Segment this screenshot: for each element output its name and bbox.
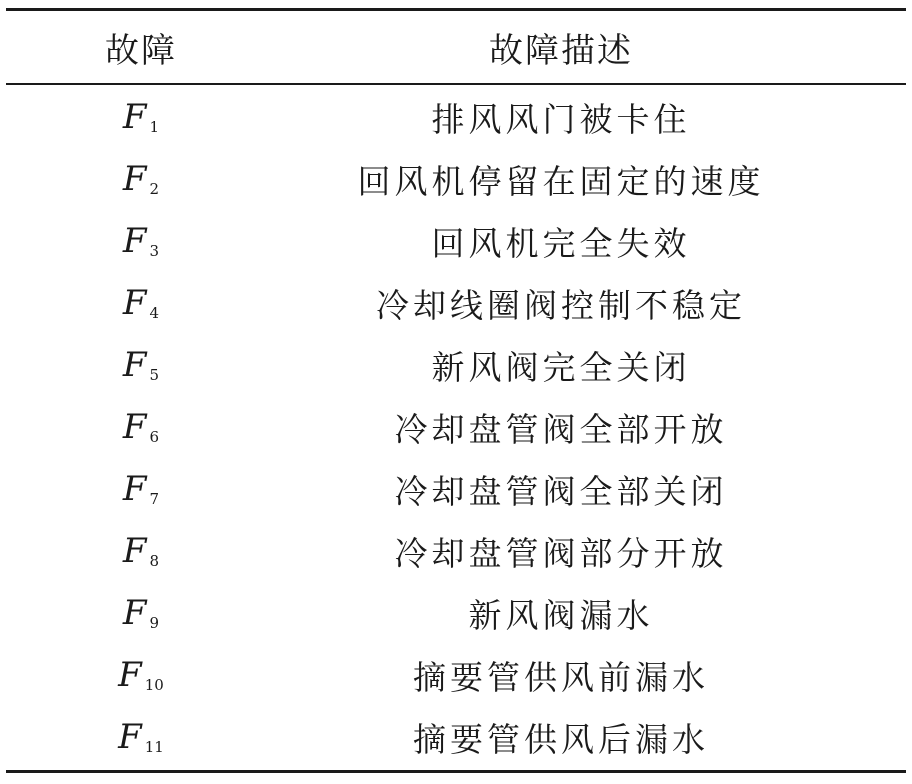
fault-index: 9	[149, 614, 160, 632]
fault-symbol-cell	[6, 655, 276, 695]
table-header-row	[6, 12, 906, 82]
fault-symbol: F	[118, 717, 142, 757]
fault-symbol: F	[122, 221, 147, 261]
fault-description: 冷却盘管阀全部开放	[394, 409, 728, 449]
fault-table	[6, 0, 906, 784]
fault-symbol: F	[122, 531, 147, 571]
fault-symbol: F	[122, 469, 147, 509]
table-top-rule	[6, 8, 906, 11]
fault-symbol-cell	[6, 283, 276, 323]
table-row	[6, 644, 906, 706]
fault-symbol-cell	[6, 97, 276, 137]
fault-index: 2	[149, 180, 160, 198]
fault-symbol-cell	[6, 407, 276, 447]
table-header-rule	[6, 83, 906, 85]
fault-index: 7	[149, 490, 160, 508]
fault-symbol-cell	[6, 469, 276, 509]
fault-symbol: F	[122, 159, 147, 199]
fault-symbol-cell	[6, 159, 276, 199]
fault-symbol: F	[122, 407, 147, 447]
fault-description: 回风机停留在固定的速度	[357, 161, 765, 201]
fault-description: 冷却线圈阀控制不稳定	[376, 285, 746, 325]
fault-symbol: F	[122, 283, 147, 323]
table-row	[6, 582, 906, 644]
fault-index: 4	[149, 304, 160, 322]
table-row	[6, 520, 906, 582]
fault-symbol-cell	[6, 345, 276, 385]
fault-description: 新风阀漏水	[468, 595, 654, 635]
fault-index: 3	[149, 242, 160, 260]
fault-symbol-cell	[6, 221, 276, 261]
table-row	[6, 86, 906, 148]
header-fault: 故障	[105, 30, 177, 71]
table-row	[6, 272, 906, 334]
fault-description: 新风阀完全关闭	[431, 347, 691, 387]
table-row	[6, 334, 906, 396]
header-description: 故障描述	[489, 30, 633, 71]
fault-symbol: F	[122, 97, 147, 137]
table-row	[6, 210, 906, 272]
table-row	[6, 396, 906, 458]
table-row	[6, 706, 906, 768]
fault-index: 11	[144, 738, 164, 756]
fault-index: 10	[144, 676, 164, 694]
fault-description: 排风风门被卡住	[431, 99, 691, 139]
fault-symbol-cell	[6, 531, 276, 571]
table-row	[6, 148, 906, 210]
fault-index: 6	[149, 428, 160, 446]
table-row	[6, 458, 906, 520]
fault-symbol: F	[118, 655, 142, 695]
fault-index: 5	[149, 366, 160, 384]
fault-symbol: F	[122, 593, 147, 633]
fault-description: 冷却盘管阀部分开放	[394, 533, 728, 573]
table-bottom-rule	[6, 770, 906, 773]
fault-description: 回风机完全失效	[431, 223, 691, 263]
fault-symbol-cell	[6, 717, 276, 757]
fault-index: 1	[149, 118, 160, 136]
fault-description: 摘要管供风前漏水	[413, 657, 709, 697]
fault-index: 8	[149, 552, 160, 570]
fault-symbol-cell	[6, 593, 276, 633]
fault-description: 冷却盘管阀全部关闭	[394, 471, 728, 511]
fault-symbol: F	[122, 345, 147, 385]
fault-description: 摘要管供风后漏水	[413, 719, 709, 759]
